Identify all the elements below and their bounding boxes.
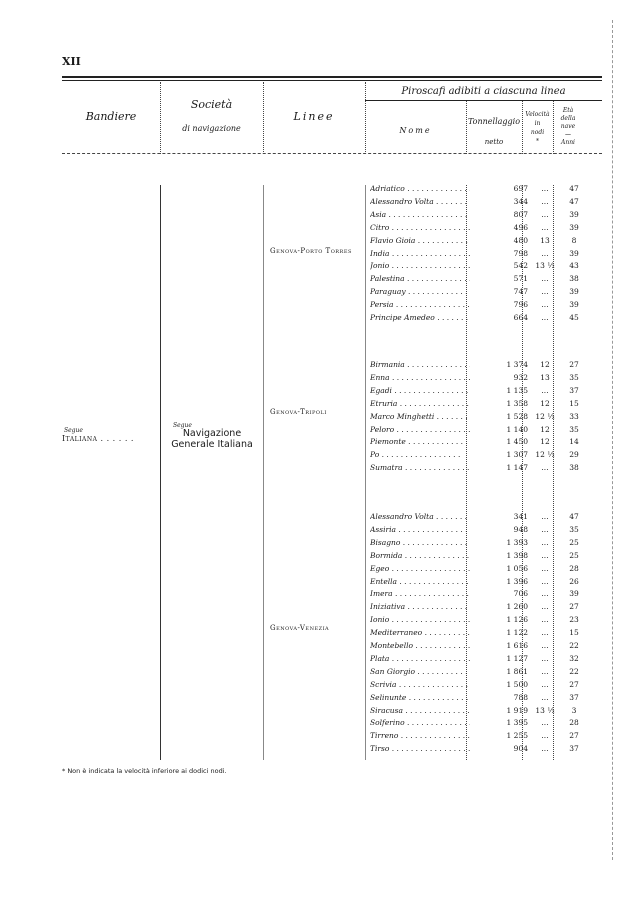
bandiera-segue: Segue <box>64 427 83 434</box>
ship-name: Siracusa . . . <box>370 705 470 717</box>
ship-tonnage: 1 147 <box>506 463 528 473</box>
top-rule-thin <box>62 80 602 81</box>
ship-name: Palestina . . . <box>370 273 470 285</box>
ship-tonnage: 1 374 <box>506 360 528 369</box>
ship-tonnage: 747 <box>513 287 528 297</box>
ship-age: 32 <box>569 653 579 663</box>
ship-speed: ... <box>541 524 549 534</box>
header-linee: Linee <box>293 110 335 123</box>
ship-name: India . . . <box>370 248 470 260</box>
page-edge <box>612 20 613 860</box>
ship-name: Entella . . . <box>370 576 470 588</box>
ship-age: 25 <box>569 537 579 547</box>
ship-row <box>370 424 600 436</box>
ship-tonnage: 948 <box>513 524 528 534</box>
header-separator <box>160 82 161 154</box>
header-societa-sub: di navigazione <box>182 124 241 133</box>
ship-row <box>370 222 600 234</box>
ship-speed: ... <box>541 274 549 284</box>
ship-tonnage: 706 <box>513 589 528 599</box>
ship-tonnage: 904 <box>513 744 528 754</box>
ship-age: 43 <box>569 261 579 271</box>
ship-row <box>370 385 600 397</box>
ship-speed: ... <box>541 313 549 322</box>
ship-speed: ... <box>541 602 549 612</box>
ship-name: Birmania . . . <box>370 359 470 371</box>
ship-name: Etruria . . . <box>370 398 470 410</box>
page-number: XII <box>62 55 81 68</box>
ship-row <box>370 614 600 626</box>
ship-row <box>370 730 600 742</box>
ship-speed: 12 <box>540 437 550 447</box>
ship-name: Piemonte . . . <box>370 436 470 448</box>
ship-age: 35 <box>569 372 579 382</box>
ship-age: 27 <box>569 731 579 741</box>
ship-age: 27 <box>569 360 579 369</box>
footnote: * Non è indicata la velocità inferiore ai dodici nodi. <box>62 767 227 775</box>
ship-tonnage: 1 126 <box>506 615 528 625</box>
body-separator <box>365 185 366 760</box>
ship-speed: ... <box>541 537 549 547</box>
ship-name: Adriatico . . . <box>370 183 470 195</box>
ship-age: 3 <box>571 705 577 715</box>
bandiera-dots: . . . . . . <box>100 434 134 443</box>
ship-speed: ... <box>541 731 549 741</box>
ship-tonnage: 1 135 <box>506 385 528 395</box>
header-eta <box>553 107 583 147</box>
header-separator <box>466 101 467 154</box>
ship-name: Egadi . . . <box>370 385 470 397</box>
ship-name: Asia . . . <box>370 209 470 221</box>
ship-age: 22 <box>569 666 579 676</box>
ship-speed: 12 ½ <box>535 411 555 421</box>
header-eta-2: della <box>560 115 576 122</box>
ship-speed: ... <box>541 209 549 219</box>
ship-speed: ... <box>541 641 549 650</box>
ship-name: Alessandro Volta . . . <box>370 196 470 208</box>
ship-tonnage: 1 127 <box>506 653 528 663</box>
ship-age: 39 <box>569 209 579 219</box>
ship-row <box>370 260 600 272</box>
header-velocita <box>522 110 553 146</box>
ship-row <box>370 372 600 384</box>
ship-row <box>370 576 600 588</box>
ship-speed: ... <box>541 692 549 702</box>
ship-tonnage: 788 <box>513 692 528 702</box>
ship-name: Iniziativa . . . <box>370 601 470 613</box>
ship-row <box>370 627 600 639</box>
ship-speed: ... <box>541 563 549 573</box>
header-bottom-rule <box>62 153 602 154</box>
ship-row <box>370 183 600 195</box>
ship-speed: ... <box>541 576 549 586</box>
societa-segue: Segue <box>173 422 192 429</box>
ship-name: Solferino . . . <box>370 717 470 729</box>
ship-name: Tirso . . . <box>370 743 470 755</box>
ship-age: 35 <box>569 524 579 534</box>
ship-name: Scrivia . . . <box>370 679 470 691</box>
ship-speed: ... <box>541 385 549 395</box>
ship-speed: ... <box>541 628 549 638</box>
ship-name: Bisagno . . . <box>370 537 470 549</box>
ship-row <box>370 717 600 729</box>
header-tonnellaggio-sub: netto <box>484 138 504 146</box>
ship-tonnage: 796 <box>513 300 528 310</box>
societa-line1: Navigazione <box>182 428 242 439</box>
ship-name: Bormida . . . <box>370 550 470 562</box>
header-eta-3: nave <box>560 123 576 130</box>
ship-row <box>370 209 600 221</box>
ship-row <box>370 524 600 536</box>
ship-row <box>370 359 600 371</box>
ship-row <box>370 273 600 285</box>
piroscafi-rule <box>365 100 602 101</box>
ship-speed: ... <box>541 679 549 689</box>
ship-age: 37 <box>569 744 579 754</box>
body-separator <box>160 185 161 760</box>
ship-row <box>370 679 600 691</box>
ship-row <box>370 601 600 613</box>
ship-row <box>370 640 600 652</box>
ship-name: San Giorgio . . . <box>370 666 470 678</box>
ship-speed: ... <box>541 718 549 728</box>
ship-speed: ... <box>541 666 549 676</box>
ship-tonnage: 496 <box>513 222 528 232</box>
ship-speed: 13 ½ <box>535 705 555 715</box>
ship-age: 15 <box>569 398 579 408</box>
ship-tonnage: 1 398 <box>506 550 528 560</box>
ship-age: 27 <box>569 679 579 689</box>
ship-age: 39 <box>569 222 579 232</box>
ship-name: Tirreno . . . <box>370 730 470 742</box>
ship-name: Alessandro Volta . . . <box>370 511 470 523</box>
ship-tonnage: 798 <box>513 248 528 258</box>
ship-tonnage: 341 <box>513 512 528 521</box>
ship-row <box>370 235 600 247</box>
ship-name: Sumatra . . . <box>370 462 470 474</box>
ship-row <box>370 666 600 678</box>
ship-age: 27 <box>569 602 579 612</box>
ship-speed: 13 <box>540 372 550 382</box>
ship-tonnage: 1 255 <box>506 731 528 741</box>
body-separator <box>263 185 264 760</box>
ship-name: Persia . . . <box>370 299 470 311</box>
ship-row <box>370 248 600 260</box>
ship-tonnage: 1 122 <box>506 628 528 638</box>
header-eta-5: Anni <box>561 139 575 146</box>
ship-name: Imera . . . <box>370 588 470 600</box>
ship-age: 25 <box>569 550 579 560</box>
ship-age: 47 <box>569 184 579 193</box>
header-velocita-3: nodi <box>530 129 545 136</box>
line-name: Genova-Venezia <box>270 624 330 632</box>
ship-name: Montebello . . . <box>370 640 470 652</box>
top-rule <box>62 76 602 78</box>
ship-speed: ... <box>541 512 549 521</box>
ship-age: 28 <box>569 563 579 573</box>
ship-age: 37 <box>569 692 579 702</box>
header-eta-4: — <box>565 131 571 138</box>
ship-name: Flavio Gioia . . . <box>370 235 470 247</box>
ship-age: 14 <box>569 437 579 447</box>
ship-row <box>370 462 600 474</box>
ship-age: 37 <box>569 385 579 395</box>
ship-name: Paraguay . . . <box>370 286 470 298</box>
bandiera-label: Italiana <box>62 434 98 443</box>
ship-speed: ... <box>541 615 549 625</box>
ship-tonnage: 807 <box>513 209 528 219</box>
ship-row <box>370 398 600 410</box>
ship-row <box>370 299 600 311</box>
header-nome: Nome <box>399 126 432 135</box>
ship-tonnage: 932 <box>513 372 528 382</box>
ship-tonnage: 1 140 <box>506 424 528 434</box>
ship-age: 26 <box>569 576 579 586</box>
ship-row <box>370 743 600 755</box>
ship-speed: ... <box>541 248 549 258</box>
ship-age: 47 <box>569 196 579 206</box>
ship-row <box>370 286 600 298</box>
ship-speed: ... <box>541 744 549 754</box>
ship-speed: 13 ½ <box>535 261 555 271</box>
ship-age: 45 <box>569 313 579 322</box>
ship-name: Ionio . . . <box>370 614 470 626</box>
ship-tonnage: 1 450 <box>506 437 528 447</box>
ship-tonnage: 1 500 <box>506 679 528 689</box>
ship-tonnage: 1 861 <box>506 666 528 676</box>
ship-speed: ... <box>541 589 549 599</box>
header-eta-1: Età <box>562 107 574 114</box>
header-piroscafi: Piroscafi adibiti a ciascuna linea <box>401 86 566 97</box>
ship-speed: ... <box>541 222 549 232</box>
header-velocita-2: in <box>534 120 541 127</box>
ship-age: 35 <box>569 424 579 434</box>
ship-tonnage: 1 056 <box>506 563 528 573</box>
ship-row <box>370 196 600 208</box>
ship-row <box>370 436 600 448</box>
ship-name: Peloro . . . <box>370 424 470 436</box>
ship-tonnage: 480 <box>513 235 528 245</box>
ship-tonnage: 1 307 <box>506 450 528 460</box>
header-velocita-1: Velocità <box>525 111 550 118</box>
ship-tonnage: 344 <box>513 196 528 206</box>
ship-tonnage: 697 <box>513 184 528 193</box>
ship-name: Citro . . . <box>370 222 470 234</box>
ship-age: 33 <box>569 411 579 421</box>
ship-name: Principe Amedeo . . . <box>370 312 470 324</box>
ship-row <box>370 588 600 600</box>
ship-name: Jonio . . . <box>370 260 470 272</box>
ship-name: Egeo . . . <box>370 563 470 575</box>
bandiera-name <box>62 434 134 443</box>
line-name: Genova-Porto Torres <box>270 247 352 255</box>
ship-speed: 13 <box>540 235 550 245</box>
ship-age: 38 <box>569 274 579 284</box>
ship-age: 23 <box>569 615 579 625</box>
ship-speed: 12 ½ <box>535 450 555 460</box>
ship-age: 38 <box>569 463 579 473</box>
societa-name <box>163 428 261 450</box>
ship-tonnage: 1 395 <box>506 718 528 728</box>
header-bandiere: Bandiere <box>85 110 137 123</box>
ship-name: Marco Minghetti . . . <box>370 411 470 423</box>
ship-row <box>370 550 600 562</box>
ship-tonnage: 571 <box>513 274 528 284</box>
ship-row <box>370 449 600 461</box>
ship-tonnage: 1 393 <box>506 537 528 547</box>
ship-tonnage: 1 396 <box>506 576 528 586</box>
ship-age: 29 <box>569 450 579 460</box>
ship-tonnage: 664 <box>513 313 528 322</box>
ship-name: Po . . . <box>370 449 470 461</box>
ship-age: 47 <box>569 512 579 521</box>
header-velocita-4: * <box>536 138 539 145</box>
ship-age: 22 <box>569 641 579 650</box>
ship-age: 39 <box>569 287 579 297</box>
ship-name: Mediterraneo . . . <box>370 627 470 639</box>
ship-row <box>370 705 600 717</box>
ship-speed: ... <box>541 550 549 560</box>
ship-name: Selinunte . . . <box>370 692 470 704</box>
header-tonnellaggio: Tonnellaggio <box>467 117 521 126</box>
ship-tonnage: 1 260 <box>506 602 528 612</box>
ship-tonnage: 1 616 <box>506 641 528 650</box>
ship-row <box>370 312 600 324</box>
ship-row <box>370 511 600 523</box>
ship-tonnage: 1 919 <box>506 705 528 715</box>
ship-age: 39 <box>569 300 579 310</box>
ship-speed: 12 <box>540 360 550 369</box>
ship-row <box>370 653 600 665</box>
ship-row <box>370 411 600 423</box>
ship-age: 15 <box>569 628 579 638</box>
ship-speed: 12 <box>540 398 550 408</box>
ship-age: 39 <box>569 248 579 258</box>
ship-row <box>370 563 600 575</box>
line-name: Genova-Tripoli <box>270 408 327 416</box>
societa-line2: Generale Italiana <box>171 439 253 450</box>
ship-tonnage: 1 528 <box>506 411 528 421</box>
ship-tonnage: 542 <box>513 261 528 271</box>
ship-row <box>370 692 600 704</box>
ship-speed: ... <box>541 196 549 206</box>
ship-speed: 12 <box>540 424 550 434</box>
ship-speed: ... <box>541 184 549 193</box>
ship-name: Assiria . . . <box>370 524 470 536</box>
ship-speed: ... <box>541 300 549 310</box>
ship-tonnage: 1 358 <box>506 398 528 408</box>
ship-speed: ... <box>541 463 549 473</box>
header-societa: Società <box>190 98 233 111</box>
ship-name: Enna . . . <box>370 372 470 384</box>
ship-row <box>370 537 600 549</box>
ship-age: 39 <box>569 589 579 599</box>
ship-speed: ... <box>541 287 549 297</box>
ship-age: 28 <box>569 718 579 728</box>
ship-speed: ... <box>541 653 549 663</box>
ship-name: Plata . . . <box>370 653 470 665</box>
ship-age: 8 <box>571 235 577 245</box>
